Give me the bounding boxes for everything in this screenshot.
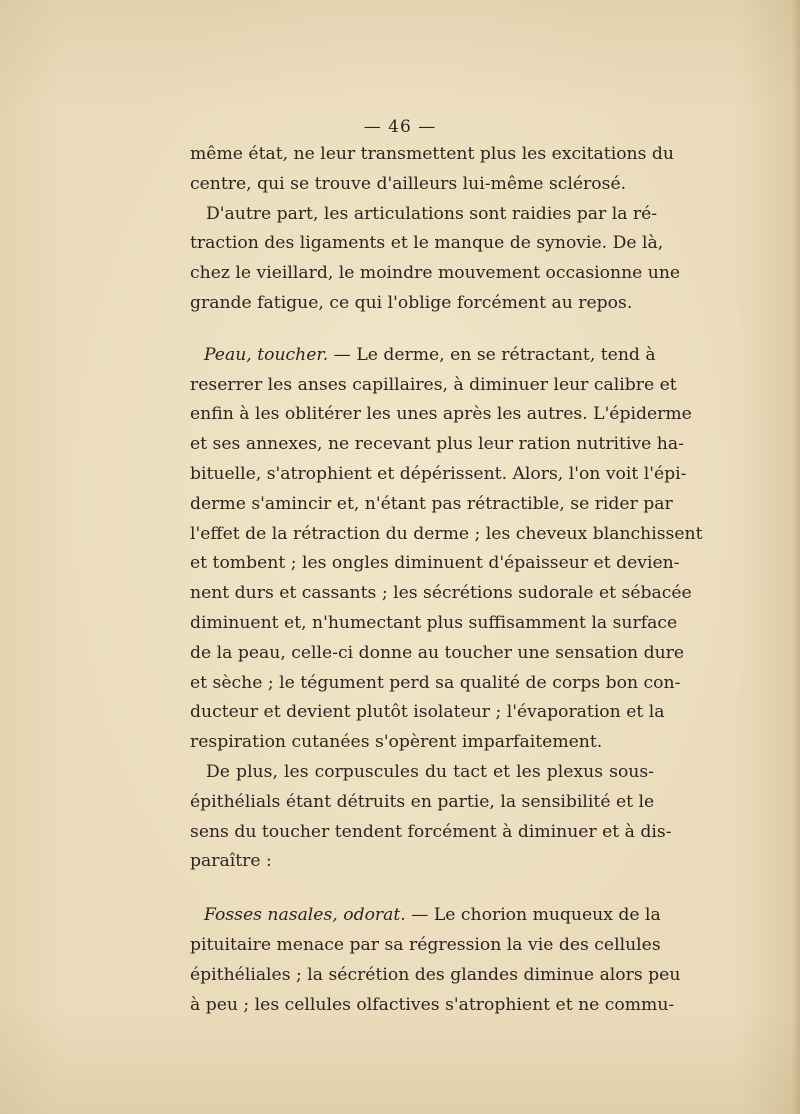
- text-line: et sèche ; le tégument perd sa qualité de corps bon con-: [190, 672, 681, 693]
- section-heading-peau-toucher: Peau, toucher.: [204, 344, 329, 365]
- body-text: [190, 140, 703, 1020]
- page-number: — 46 —: [363, 117, 437, 137]
- text-line: De plus, les corpuscules du tact et les plexus sous-: [206, 761, 654, 782]
- text-line: diminuent et, n'humectant plus suffisamment la surface: [190, 612, 678, 633]
- text-line: derme s'amincir et, n'étant pas rétractible, se rider par: [190, 493, 673, 514]
- text-line: centre, qui se trouve d'ailleurs lui-même sclérosé.: [190, 173, 627, 194]
- text-line: à peu ; les cellules olfactives s'atrophient et ne commu-: [190, 994, 675, 1015]
- text-line: sens du toucher tendent forcément à diminuer et à dis-: [190, 821, 672, 842]
- text-line: grande fatigue, ce qui l'oblige forcément au repos.: [190, 292, 633, 313]
- section-first-line: [190, 341, 654, 371]
- text-line: et ses annexes, ne recevant plus leur ration nutritive ha-: [190, 434, 684, 455]
- text-line: enfin à les oblitérer les unes après les autres. L'épiderme: [190, 404, 692, 425]
- text-line: ducteur et devient plutôt isolateur ; l'évaporation et la: [190, 702, 665, 723]
- text-line: l'effet de la rétraction du derme ; les cheveux blanchissent: [190, 523, 703, 544]
- section-first-line: [190, 901, 661, 931]
- text-line: nent durs et cassants ; les sécrétions sudorale et sébacée: [190, 583, 692, 604]
- section-heading-fosses-nasales: Fosses nasales, odorat.: [204, 905, 406, 926]
- text-line: de la peau, celle-ci donne au toucher une sensation dure: [190, 642, 685, 663]
- text-line: épithéliales ; la sécrétion des glandes diminue alors peu: [190, 964, 681, 985]
- text-line: même état, ne leur transmettent plus les excitations du: [190, 144, 674, 164]
- text-line: respiration cutanées s'opèrent imparfaitement.: [190, 732, 603, 753]
- text-line: reserrer les anses capillaires, à diminuer leur calibre et: [190, 374, 677, 395]
- text-line: bituelle, s'atrophient et dépérissent. Alors, l'on voit l'épi-: [190, 463, 687, 484]
- text-line: pituitaire menace par sa régression la vie des cellules: [190, 934, 661, 955]
- text-line: paraître :: [190, 851, 272, 872]
- text-line: épithélials étant détruits en partie, la sensibilité et le: [190, 791, 655, 812]
- text-line: D'autre part, les articulations sont raidies par la ré-: [206, 203, 658, 224]
- page-edge-shadow: [792, 0, 800, 1114]
- text-line: traction des ligaments et le manque de synovie. De là,: [190, 233, 664, 254]
- text-line: chez le vieillard, le moindre mouvement occasionne une: [190, 263, 681, 284]
- text-fragment: — Le derme, en se rétractant, tend à: [328, 344, 656, 365]
- text-fragment: — Le chorion muqueux de la: [405, 905, 661, 926]
- text-line: et tombent ; les ongles diminuent d'épaisseur et devien-: [190, 553, 680, 574]
